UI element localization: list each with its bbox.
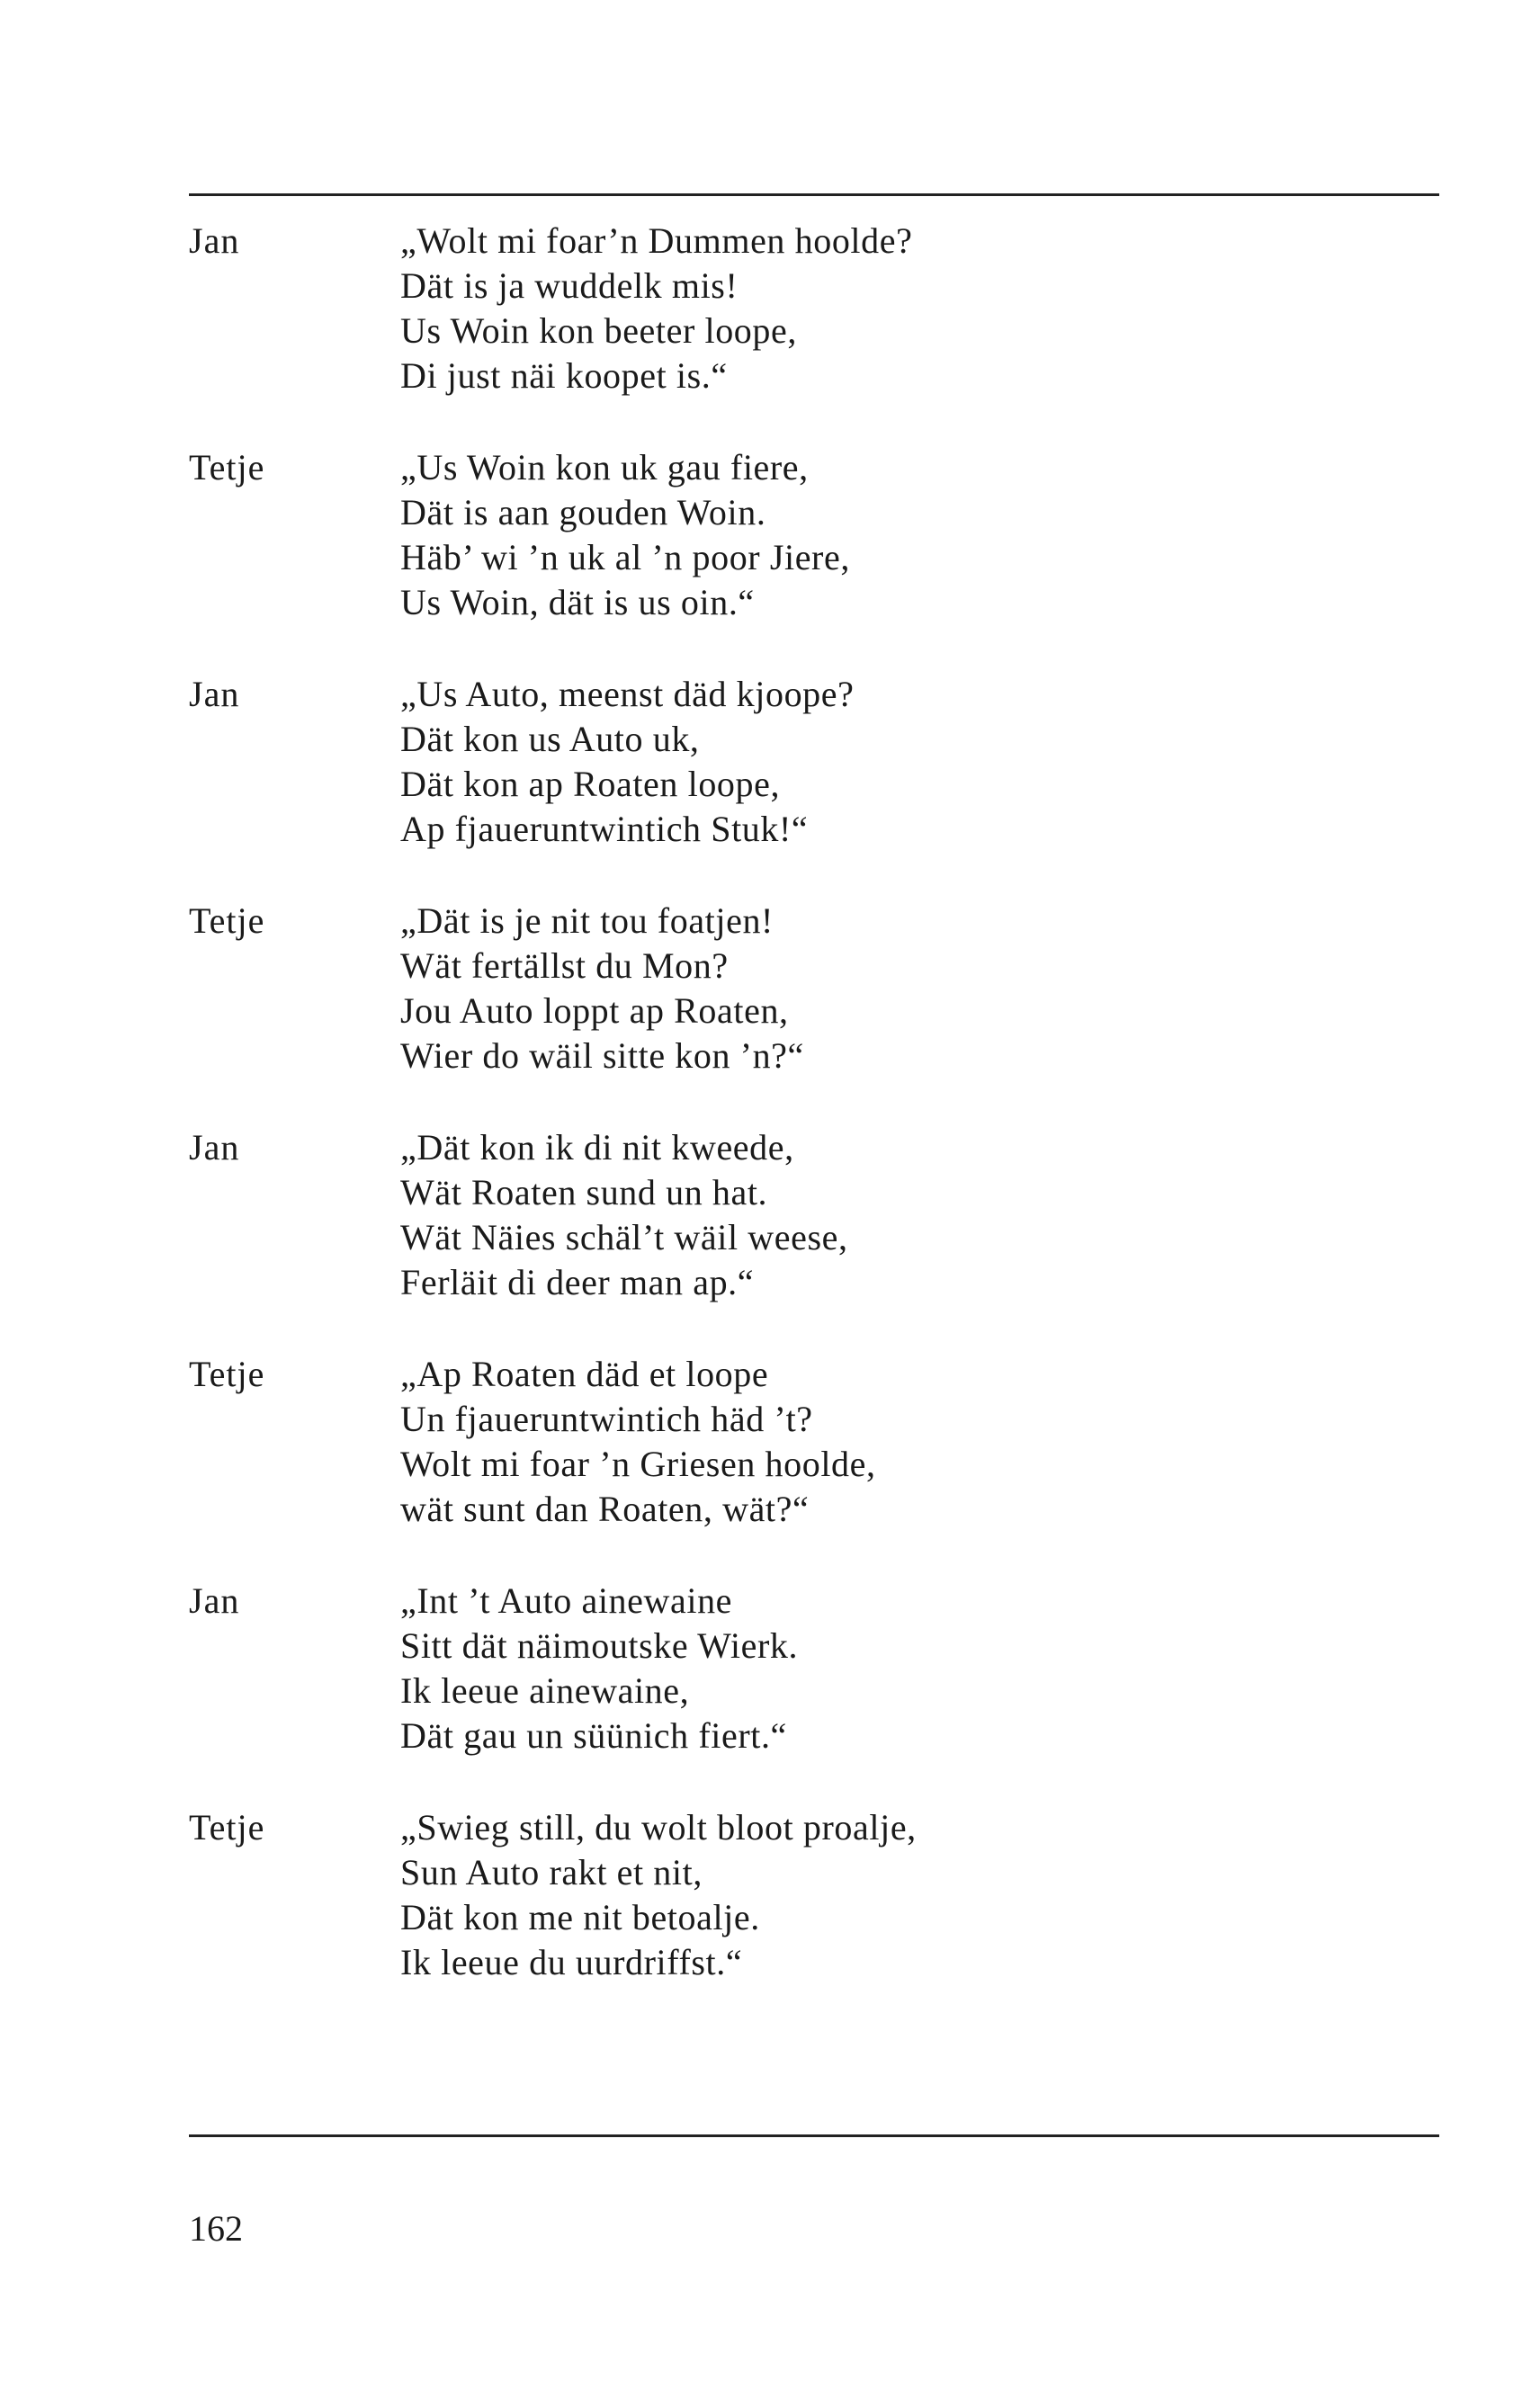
speaker-name: Jan	[189, 674, 240, 714]
verse-line: Ik leeue ainewaine,	[400, 1670, 690, 1711]
verse-line: Dät kon us Auto uk,	[400, 719, 700, 759]
bottom-rule	[189, 2134, 1439, 2137]
verse-line: Wät Roaten sund un hat.	[400, 1172, 768, 1212]
verse-line: Wät Näies schäl’t wäil weese,	[400, 1217, 848, 1257]
verse-lines	[400, 899, 804, 1078]
verse-line: „Ap Roaten däd et loope	[400, 1354, 769, 1394]
speaker-name: Tetje	[189, 900, 265, 941]
verse-line: Dät kon ap Roaten loope,	[400, 764, 781, 804]
speaker-name: Jan	[189, 1127, 240, 1168]
verse-line: „Dät is je nit tou foatjen!	[400, 900, 774, 941]
verse-lines	[400, 1579, 798, 1758]
speaker-name: Tetje	[189, 1807, 265, 1848]
verse-line: Dät gau un süünich fiert.“	[400, 1715, 787, 1756]
verse-lines	[400, 1125, 848, 1305]
verse-lines	[400, 672, 854, 852]
verse-line: Us Woin, dät is us oin.“	[400, 582, 755, 622]
speaker-name: Jan	[189, 220, 240, 261]
verse-line: Ap fjaueruntwintich Stuk!“	[400, 809, 809, 849]
verse-line: Un fjaueruntwintich häd ’t?	[400, 1399, 813, 1439]
speaker-name: Tetje	[189, 1354, 265, 1394]
top-rule	[189, 193, 1439, 196]
speaker-name: Jan	[189, 1580, 240, 1621]
verse-line: Dät kon me nit betoalje.	[400, 1897, 760, 1937]
verse-line: wät sunt dan Roaten, wät?“	[400, 1489, 810, 1529]
verse-line: „Wolt mi foar’n Dummen hoolde?	[400, 220, 913, 261]
verse-lines	[400, 1352, 876, 1532]
verse-line: Ik leeue du uurdriffst.“	[400, 1942, 743, 1982]
verse-line: Häb’ wi ’n uk al ’n poor Jiere,	[400, 537, 850, 577]
page-number: 162	[189, 2208, 243, 2249]
verse-lines	[400, 445, 850, 625]
verse-line: Di just näi koopet is.“	[400, 355, 728, 396]
speaker-name: Tetje	[189, 447, 265, 488]
verse-line: Dät is aan gouden Woin.	[400, 492, 766, 532]
verse-line: Dät is ja wuddelk mis!	[400, 265, 739, 306]
verse-line: Sun Auto rakt et nit,	[400, 1852, 703, 1892]
verse-line: Wier do wäil sitte kon ’n?“	[400, 1035, 804, 1076]
verse-lines	[400, 1805, 917, 1985]
verse-line: Wät fertällst du Mon?	[400, 945, 729, 986]
verse-line: Ferläit di deer man ap.“	[400, 1262, 755, 1302]
verse-line: Wolt mi foar ’n Griesen hoolde,	[400, 1444, 876, 1484]
verse-line: „Us Woin kon uk gau fiere,	[400, 447, 809, 488]
verse-line: Us Woin kon beeter loope,	[400, 310, 797, 351]
verse-line: „Int ’t Auto ainewaine	[400, 1580, 733, 1621]
verse-line: Jou Auto loppt ap Roaten,	[400, 990, 789, 1031]
verse-line: „Us Auto, meenst däd kjoope?	[400, 674, 855, 714]
verse-line: Sitt dät näimoutske Wierk.	[400, 1625, 799, 1666]
verse-lines	[400, 219, 912, 398]
verse-line: „Swieg still, du wolt bloot proalje,	[400, 1807, 917, 1848]
verse-line: „Dät kon ik di nit kweede,	[400, 1127, 794, 1168]
